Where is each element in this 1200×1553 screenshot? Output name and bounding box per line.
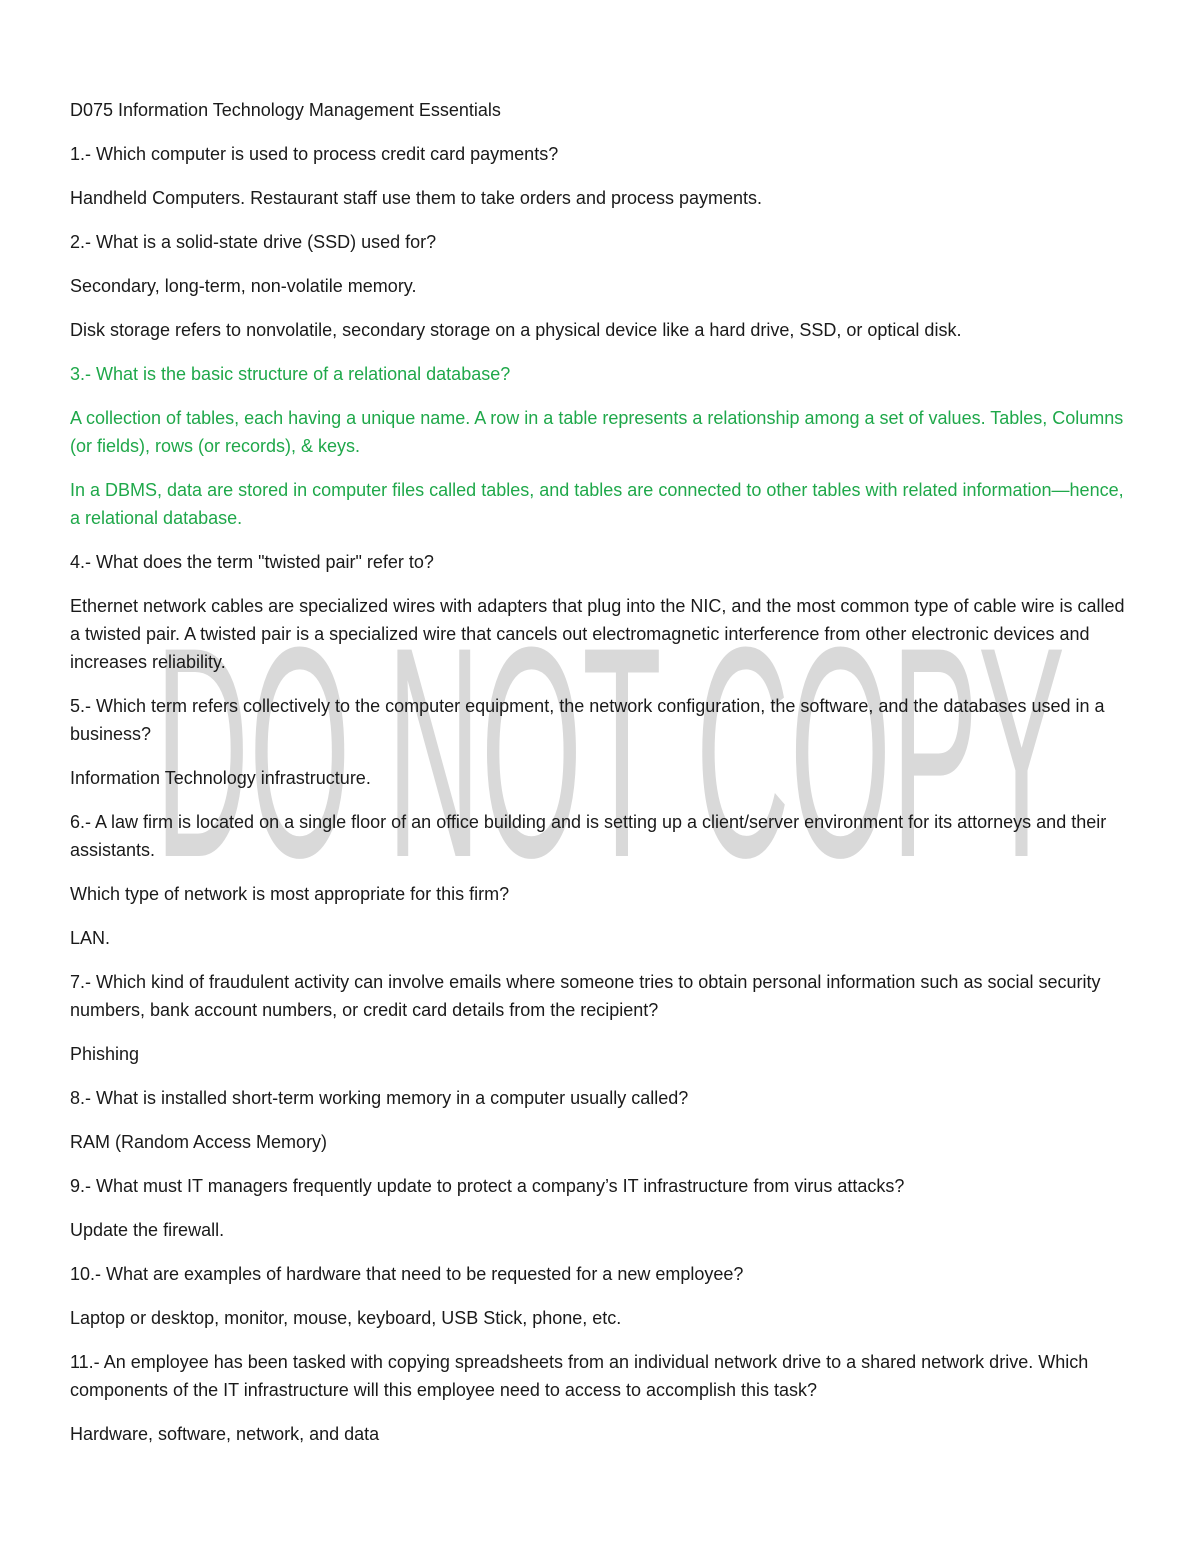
question-4: 4.- What does the term "twisted pair" refer to? bbox=[70, 552, 434, 572]
answer-5: Information Technology infrastructure. bbox=[70, 768, 371, 788]
document-title: D075 Information Technology Management Essentials bbox=[70, 100, 501, 120]
answer-7: Phishing bbox=[70, 1044, 140, 1064]
question-8: 8.- What is installed short-term working memory in a computer usually called? bbox=[70, 1088, 689, 1108]
question-6: 6.- A law firm is located on a single floor of an office building and is setting up a client/server environment for its attorneys and their assistants. bbox=[70, 812, 1107, 860]
answer-10: Laptop or desktop, monitor, mouse, keyboard, USB Stick, phone, etc. bbox=[70, 1308, 622, 1328]
answer-9: Update the firewall. bbox=[70, 1220, 225, 1240]
answer-8: RAM (Random Access Memory) bbox=[70, 1132, 328, 1152]
question-6-followup: Which type of network is most appropriate for this firm? bbox=[70, 884, 510, 904]
question-5: 5.- Which term refers collectively to the computer equipment, the network configuration, the software, and the databases used in a business? bbox=[70, 696, 1105, 744]
document-page bbox=[70, 96, 1135, 1464]
answer-2: Secondary, long-term, non-volatile memory. bbox=[70, 276, 417, 296]
question-9: 9.- What must IT managers frequently update to protect a company’s IT infrastructure from virus attacks? bbox=[70, 1176, 905, 1196]
answer-6: LAN. bbox=[70, 928, 111, 948]
watermark-text: DO NOT COPY bbox=[155, 628, 1065, 868]
answer-4: Ethernet network cables are specialized wires with adapters that plug into the NIC, and the most common type of cable wire is called a twisted pair. A twisted pair is a specialized wire that cancels out electromagnetic interference from other electronic devices and increases reliability. bbox=[70, 596, 1125, 672]
question-11: 11.- An employee has been tasked with copying spreadsheets from an individual network drive to a shared network drive. Which components of the IT infrastructure will this employee need to access to accomplish this task? bbox=[70, 1352, 1089, 1400]
answer-3: A collection of tables, each having a unique name. A row in a table represents a relationship among a set of values. Tables, Columns (or fields), rows (or records), & keys. bbox=[70, 408, 1124, 456]
answer-2-detail: Disk storage refers to nonvolatile, secondary storage on a physical device like a hard drive, SSD, or optical disk. bbox=[70, 320, 962, 340]
question-1: 1.- Which computer is used to process credit card payments? bbox=[70, 144, 559, 164]
question-10: 10.- What are examples of hardware that need to be requested for a new employee? bbox=[70, 1264, 744, 1284]
question-7: 7.- Which kind of fraudulent activity can involve emails where someone tries to obtain personal information such as social security numbers, bank account numbers, or credit card details from the recipient? bbox=[70, 972, 1101, 1020]
answer-1: Handheld Computers. Restaurant staff use them to take orders and process payments. bbox=[70, 188, 763, 208]
answer-11: Hardware, software, network, and data bbox=[70, 1424, 380, 1444]
question-2: 2.- What is a solid-state drive (SSD) used for? bbox=[70, 232, 437, 252]
question-3: 3.- What is the basic structure of a relational database? bbox=[70, 364, 511, 384]
answer-3-detail: In a DBMS, data are stored in computer files called tables, and tables are connected to other tables with related information—hence, a relational database. bbox=[70, 480, 1124, 528]
